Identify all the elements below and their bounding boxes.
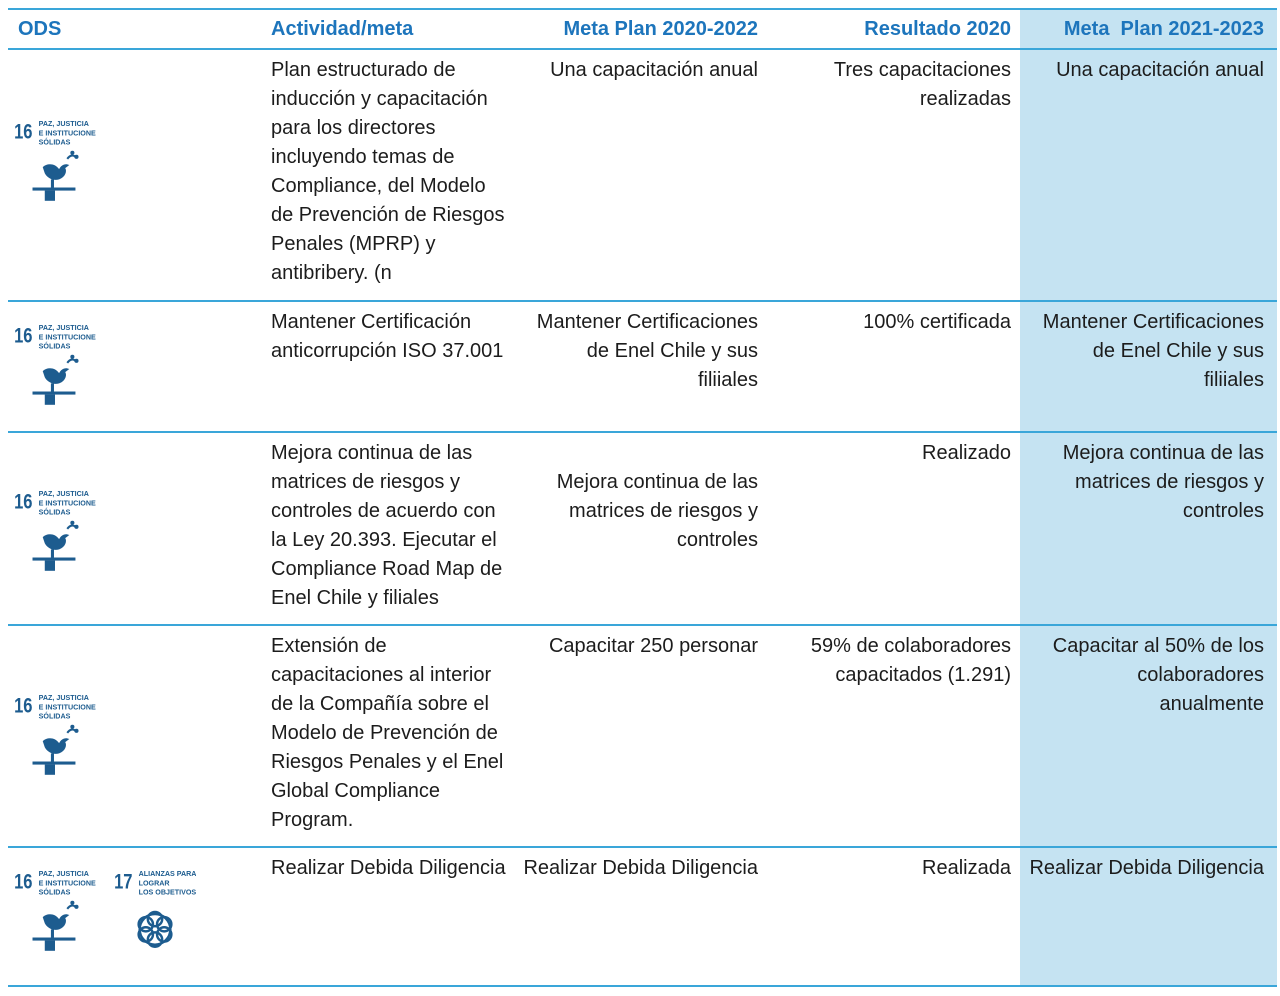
header-meta-plan-2020-2022: Meta Plan 2020-2022: [563, 18, 758, 40]
sdg-16-peace-justice-icon: [14, 118, 96, 210]
row-1-activity: Plan estructurado de inducción y capacitación para los directores incluyendo temas de Compliance, del Modelo de Prevención de Riesgos Penales (MPRP) y antibribery. (n: [271, 59, 505, 284]
row-5-activity: Realizar Debida Diligencia: [271, 857, 506, 879]
sdg-16-peace-justice-icon: [14, 692, 96, 784]
row-1-resultado-2020: Tres capacitaciones realizadas: [833, 59, 1011, 110]
row-4-meta-2021-2023: Capacitar al 50% de los colaboradores anualmente: [1052, 635, 1264, 715]
row-5-meta-2021-2023: Realizar Debida Diligencia: [1029, 857, 1264, 879]
row-4-activity: Extensión de capacitaciones al interior de la Compañía sobre el Modelo de Prevención de Riesgos Penales y el Enel Global Compliance Program.: [271, 635, 504, 831]
row-5-meta-2020-2022: Realizar Debida Diligencia: [523, 857, 758, 879]
divider: [8, 624, 1277, 626]
divider: [8, 846, 1277, 848]
header-ods: ODS: [18, 18, 62, 40]
divider: [8, 985, 1277, 987]
row-3-meta-2020-2022: Mejora continua de las matrices de riesgos y controles: [556, 471, 758, 551]
row-3-meta-2021-2023: Mejora continua de las matrices de riesgos y controles: [1062, 442, 1264, 522]
sdg-17-partnerships-icon: [114, 868, 196, 960]
divider: [8, 8, 1277, 10]
row-2-activity: Mantener Certificación anticorrupción ISO 37.001: [271, 311, 504, 362]
header-actividad-meta: Actividad/meta: [271, 18, 414, 40]
divider: [8, 300, 1277, 302]
row-1-meta-2021-2023: Una capacitación anual: [1056, 59, 1264, 81]
row-3-activity: Mejora continua de las matrices de riesgos y controles de acuerdo con la Ley 20.393. Ejecutar el Compliance Road Map de Enel Chile y filiales: [271, 442, 503, 609]
row-4-meta-2020-2022: Capacitar 250 personar: [548, 635, 758, 657]
sdg-16-peace-justice-icon: [14, 868, 96, 960]
row-2-meta-2020-2022: Mantener Certificaciones de Enel Chile y sus filiiales: [536, 311, 758, 391]
row-5-resultado-2020: Realizada: [922, 857, 1011, 879]
row-2-resultado-2020: 100% certificada: [863, 311, 1011, 333]
sdg-16-peace-justice-icon: [14, 488, 96, 580]
divider: [8, 48, 1277, 50]
row-4-resultado-2020: 59% de colaboradores capacitados (1.291): [810, 635, 1011, 686]
divider: [8, 431, 1277, 433]
row-2-meta-2021-2023: Mantener Certificaciones de Enel Chile y sus filiiales: [1042, 311, 1264, 391]
sdg-16-peace-justice-icon: [14, 322, 96, 414]
header-meta-plan-2021-2023: Meta Plan 2021-2023: [1063, 18, 1264, 40]
header-resultado-2020: Resultado 2020: [864, 18, 1011, 40]
row-1-meta-2020-2022: Una capacitación anual: [550, 59, 758, 81]
row-3-resultado-2020: Realizado: [922, 442, 1011, 464]
